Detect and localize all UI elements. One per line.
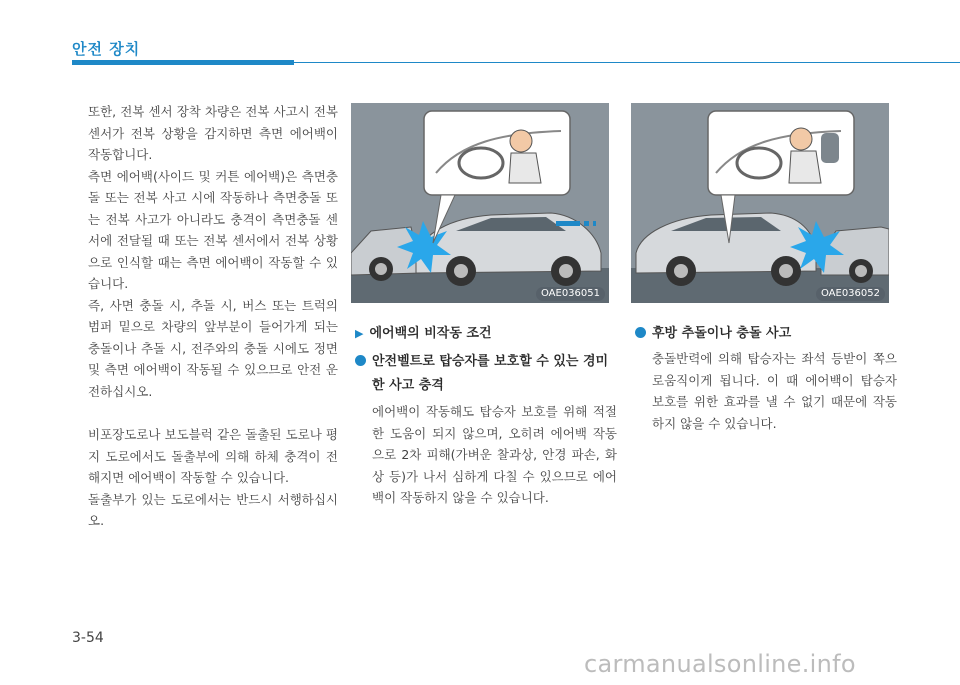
bullet-heading-rear-collision	[635, 322, 897, 346]
paragraph: 비포장도로나 보도블럭 같은 돌출된 도로나 평지 도로에서도 돌출부에 의해 하체 충격이 전해지면 에어백이 작동할 수 있습니다.	[88, 427, 338, 485]
page-number: 3-54	[72, 630, 104, 646]
section-title: 안전 장치	[72, 40, 141, 58]
header-rule-thin	[294, 62, 960, 63]
figure-code: OAE036051	[536, 287, 605, 301]
heading-text: 한 사고 충격	[372, 378, 444, 393]
bullet-icon	[635, 327, 646, 338]
heading-text: 에어백의 비작동 조건	[369, 326, 492, 341]
right-column-text	[652, 348, 897, 434]
middle-column-text	[372, 401, 617, 509]
left-column-text	[88, 101, 338, 532]
header-rule-thick	[72, 60, 294, 65]
bullet-icon	[355, 355, 366, 366]
paragraph: 돌출부가 있는 도로에서는 반드시 서행하십시오.	[88, 491, 338, 528]
figure-code: OAE036052	[816, 287, 885, 301]
heading-text: 안전벨트로 탑승자를 보호할 수 있는 경미	[372, 354, 609, 369]
paragraph: 측면 에어백(사이드 및 커튼 에어백)은 측면충돌 또는 전복 사고 시에 작동하나 측면충돌 또는 전복 사고가 아니라도 충격이 측면충돌 센서에 전달될 때 또는 전복 센서에서 전복 상황으로 인식할 때는 측면 에어백이 작동할 수 있습니다.	[88, 168, 338, 291]
paragraph: 즉, 사면 충돌 시, 추돌 시, 버스 또는 트럭의 범퍼 밑으로 차량의 앞부분이 들어가게 되는 충돌이나 추돌 시, 전주와의 충돌 시에도 정면 및 측면 에어백이 작동될 수 있으므로 안전 운전하십시오.	[88, 297, 338, 399]
collision-illustration-1	[351, 103, 609, 303]
paragraph: 또한, 전복 센서 장착 차량은 전복 사고시 전복 센서가 전복 상황을 감지하면 측면 에어백이 작동합니다.	[88, 104, 338, 162]
triangle-right-icon: ▶	[355, 327, 364, 340]
heading-text: 후방 추돌이나 충돌 사고	[652, 326, 792, 341]
collision-illustration-2	[631, 103, 889, 303]
bullet-heading-minor-impact	[355, 350, 617, 398]
paragraph: 충돌반력에 의해 탑승자는 좌석 등받이 쪽으로움직이게 됩니다. 이 때 에어백이 탑승자 보호를 위한 효과를 낼 수 없기 때문에 작동하지 않을 수 있습니다.	[652, 351, 897, 431]
non-deployment-heading	[355, 322, 492, 341]
watermark: carmanualsonline.info	[584, 650, 856, 678]
paragraph: 에어백이 작동해도 탑승자 보호를 위해 적절한 도움이 되지 않으며, 오히려 에어백 작동으로 2차 피해(가벼운 찰과상, 안경 파손, 화상 등)가 나서 심하게 다칠 수 있으므로 에어백이 작동하지 않을 수 있습니다.	[372, 404, 617, 505]
